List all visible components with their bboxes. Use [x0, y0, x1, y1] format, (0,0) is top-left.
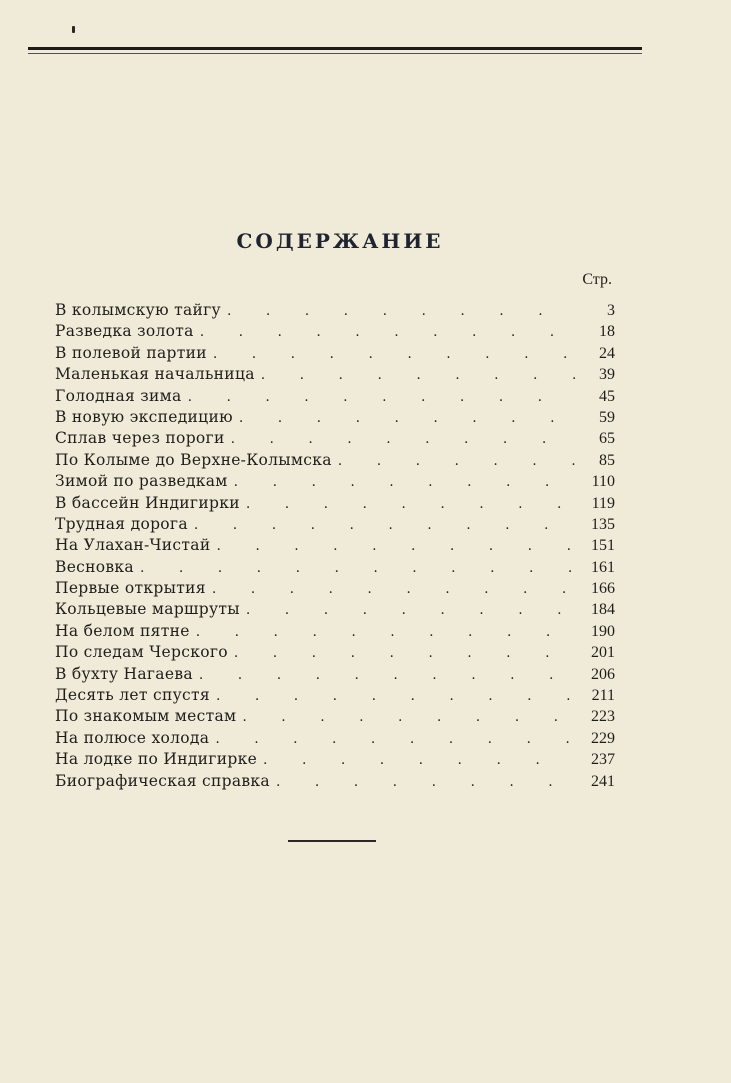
toc-dot-leader	[242, 707, 575, 728]
toc-entry-page: 110	[591, 473, 615, 491]
toc-dot-leader	[231, 429, 575, 450]
toc-entry-page: 3	[607, 302, 615, 319]
toc-entry	[55, 450, 615, 471]
toc-entry	[55, 428, 615, 449]
toc-entry-page: 18	[599, 323, 615, 341]
bottom-rule	[288, 840, 376, 842]
toc-dot-leader	[200, 322, 575, 343]
toc-entry	[55, 300, 615, 321]
toc-entry-title: Биографическая справка	[55, 771, 270, 790]
toc-entry-title: На Улахан-Чистай	[55, 536, 211, 555]
toc-dot-leader	[246, 600, 575, 621]
toc-dot-leader	[215, 729, 575, 750]
toc-dot-leader	[199, 665, 575, 686]
toc-entry	[55, 771, 615, 792]
toc-dot-leader	[188, 387, 575, 408]
toc-dot-leader	[239, 408, 575, 429]
toc-entry-title: В колымскую тайгу	[55, 301, 221, 319]
toc-dot-leader	[234, 472, 575, 493]
toc-entry-title: В новую экспедицию	[55, 407, 233, 426]
toc-entry	[55, 557, 615, 578]
toc-entry-page: 237	[591, 751, 615, 769]
toc-entry	[55, 493, 615, 514]
toc-entry-title: Трудная дорога	[55, 514, 188, 533]
toc-entry-title: Разведка золота	[55, 322, 194, 341]
toc-entry	[55, 471, 615, 492]
toc-entry	[55, 706, 615, 727]
toc-dot-leader	[276, 772, 575, 793]
toc-dot-leader	[212, 579, 575, 600]
table-of-contents	[55, 300, 615, 792]
toc-entry	[55, 599, 615, 620]
ink-speck	[72, 26, 75, 33]
toc-dot-leader	[227, 301, 575, 322]
toc-entry-page: 65	[599, 430, 615, 448]
toc-entry-title: На белом пятне	[55, 621, 190, 640]
toc-dot-leader	[246, 494, 575, 515]
toc-entry	[55, 749, 615, 770]
toc-entry	[55, 386, 615, 407]
toc-entry	[55, 343, 615, 364]
toc-entry	[55, 535, 615, 556]
toc-entry-page: 241	[591, 772, 615, 790]
page-title: СОДЕРЖАНИЕ	[236, 229, 444, 253]
toc-entry	[55, 664, 615, 685]
toc-dot-leader	[213, 344, 575, 365]
toc-dot-leader	[261, 365, 575, 386]
toc-entry-title: В бухту Нагаева	[55, 664, 193, 683]
toc-entry-page: 206	[591, 665, 615, 683]
toc-entry-title: Десять лет спустя	[55, 686, 210, 705]
toc-entry	[55, 364, 615, 385]
toc-entry	[55, 514, 615, 535]
toc-entry-title: По Колыме до Верхне-Колымска	[55, 450, 332, 469]
toc-entry-title: Зимой по разведкам	[55, 472, 228, 491]
toc-entry-title: На лодке по Индигирке	[55, 750, 258, 769]
toc-entry	[55, 407, 615, 428]
toc-entry-title: Голодная зима	[55, 386, 182, 405]
toc-entry	[55, 321, 615, 342]
toc-entry-page: 201	[591, 644, 615, 662]
toc-entry-title: Кольцевые маршруты	[55, 600, 240, 619]
toc-entry-title: По знакомым местам	[55, 707, 237, 726]
toc-entry-page: 151	[591, 537, 615, 555]
toc-entry-title: Первые открытия	[55, 579, 206, 598]
toc-entry-page: 135	[591, 515, 615, 533]
toc-entry-page: 59	[599, 408, 615, 426]
toc-entry-page: 39	[599, 366, 615, 384]
toc-entry-page: 24	[599, 344, 615, 362]
toc-dot-leader	[263, 750, 575, 771]
toc-entry-page: 166	[591, 580, 615, 598]
toc-entry-page: 229	[591, 729, 615, 747]
toc-entry-page: 190	[591, 622, 615, 640]
toc-entry	[55, 642, 615, 663]
toc-entry-title: Сплав через пороги	[55, 429, 225, 448]
toc-entry-page: 119	[591, 494, 615, 512]
toc-dot-leader	[216, 686, 575, 707]
toc-entry-title: В бассейн Индигирки	[55, 493, 240, 512]
toc-entry-page: 45	[599, 387, 615, 405]
toc-dot-leader	[140, 558, 575, 579]
toc-entry-page: 211	[591, 687, 615, 705]
toc-entry-title: По следам Черского	[55, 643, 228, 662]
toc-entry	[55, 728, 615, 749]
top-rule	[28, 47, 642, 50]
toc-dot-leader	[196, 622, 575, 643]
toc-entry-page: 184	[591, 601, 615, 619]
toc-entry	[55, 578, 615, 599]
toc-entry-page: 223	[591, 708, 615, 726]
toc-entry	[55, 621, 615, 642]
toc-entry-title: В полевой партии	[55, 343, 207, 362]
toc-dot-leader	[194, 515, 575, 536]
page-column-label: Стр.	[582, 271, 612, 288]
toc-entry-title: На полюсе холода	[55, 728, 210, 747]
toc-dot-leader	[338, 451, 575, 472]
toc-entry	[55, 685, 615, 706]
toc-dot-leader	[216, 536, 575, 557]
toc-dot-leader	[234, 643, 575, 664]
toc-entry-title: Весновка	[55, 557, 134, 576]
toc-entry-title: Маленькая начальница	[55, 365, 255, 384]
toc-entry-page: 161	[591, 558, 615, 576]
toc-entry-page: 85	[599, 451, 615, 469]
